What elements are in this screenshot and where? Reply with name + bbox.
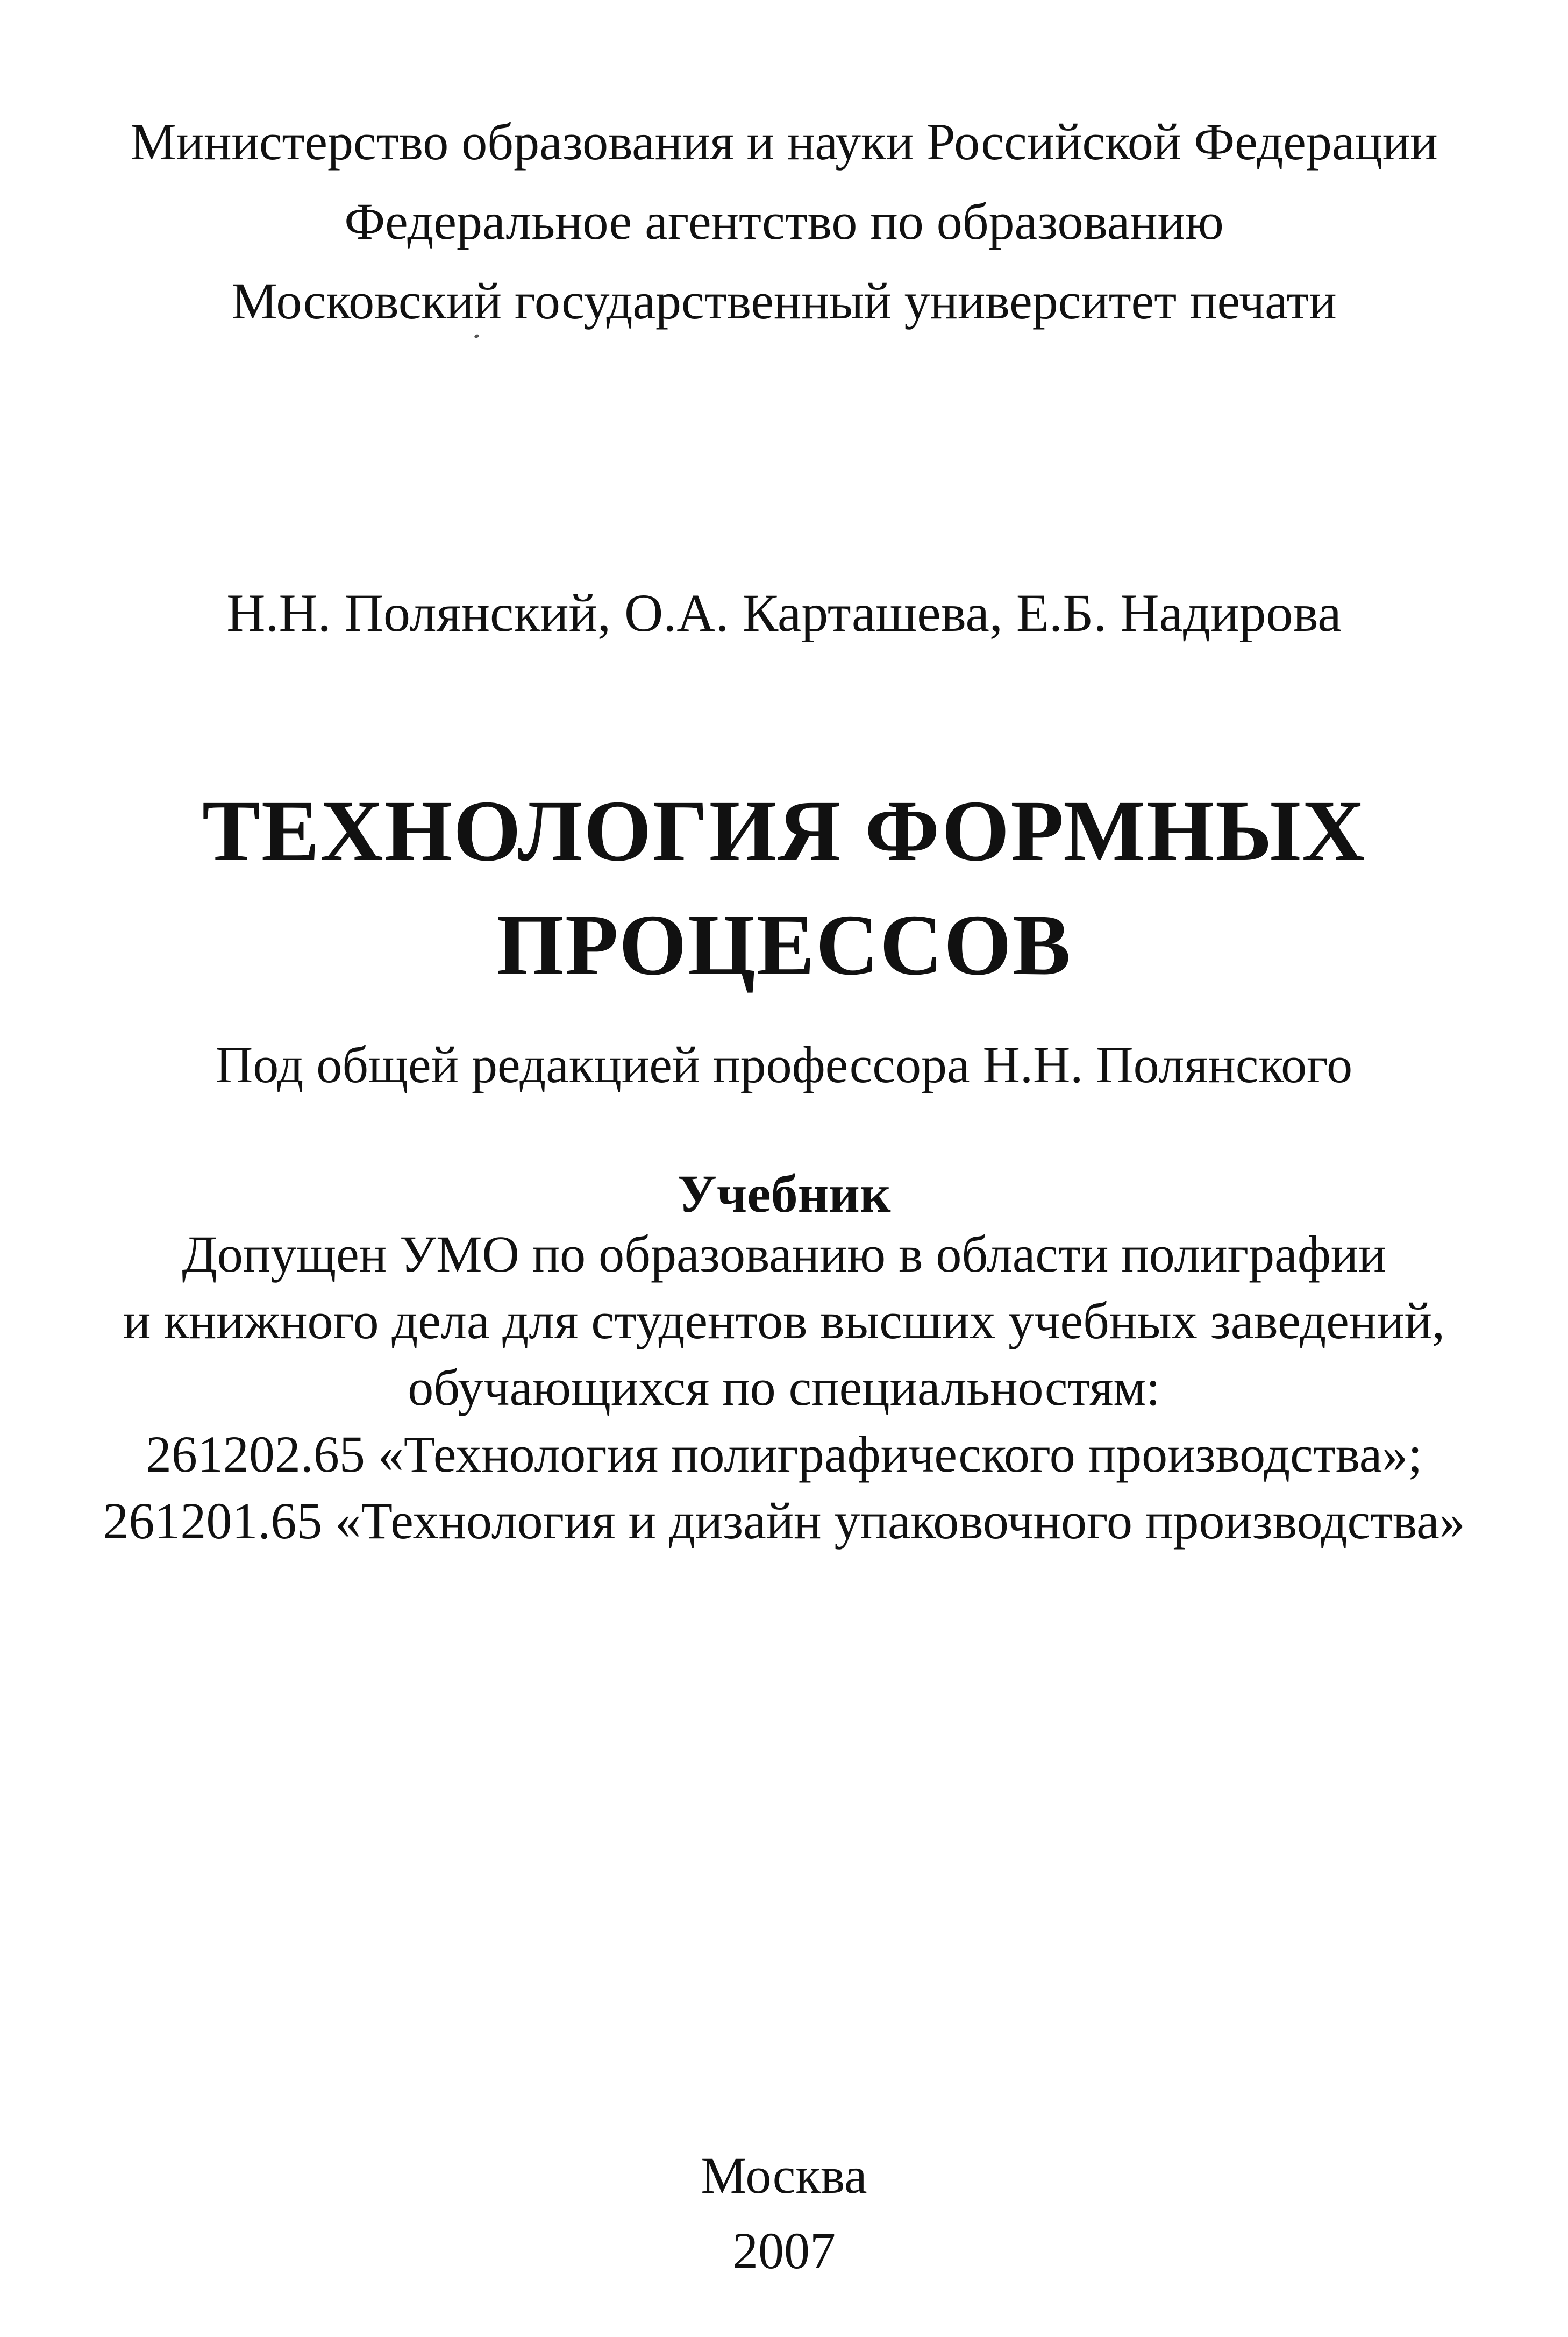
book-title xyxy=(0,775,1568,1003)
imprint-year xyxy=(0,2213,1568,2289)
agency-line: Федеральное агентство по образованию xyxy=(344,193,1224,250)
approval-line-2: и книжного дела для студентов высших учебных заведений, xyxy=(123,1292,1445,1349)
approval-line-4: 261202.65 «Технология полиграфического производства»; xyxy=(145,1425,1423,1483)
editor-note xyxy=(0,1027,1568,1103)
editor-line: Под общей редакцией профессора Н.Н. Полянского xyxy=(215,1036,1353,1093)
document-type xyxy=(0,1156,1568,1232)
approval-line-3: обучающихся по специальностям: xyxy=(408,1359,1160,1416)
city-label: Москва xyxy=(701,2147,867,2204)
doc-type-label: Учебник xyxy=(677,1164,891,1224)
institution-header xyxy=(0,102,1568,341)
university-line: Московский государственный университет печати xyxy=(231,272,1337,330)
imprint-city xyxy=(0,2138,1568,2213)
ministry-line: Министерство образования и науки Российской Федерации xyxy=(130,113,1438,171)
approval-statement xyxy=(0,1221,1568,1554)
authors xyxy=(0,576,1568,651)
approval-line-5: 261201.65 «Технология и дизайн упаковочного производства» xyxy=(103,1492,1465,1550)
title-line-2: ПРОЦЕССОВ xyxy=(496,897,1072,993)
title-line-1: ТЕХНОЛОГИЯ ФОРМНЫХ xyxy=(202,783,1366,879)
year-label: 2007 xyxy=(732,2222,836,2279)
authors-line: Н.Н. Полянский, О.А. Карташева, Е.Б. Надирова xyxy=(226,583,1342,643)
approval-line-1: Допущен УМО по образованию в области полиграфии xyxy=(182,1225,1386,1283)
